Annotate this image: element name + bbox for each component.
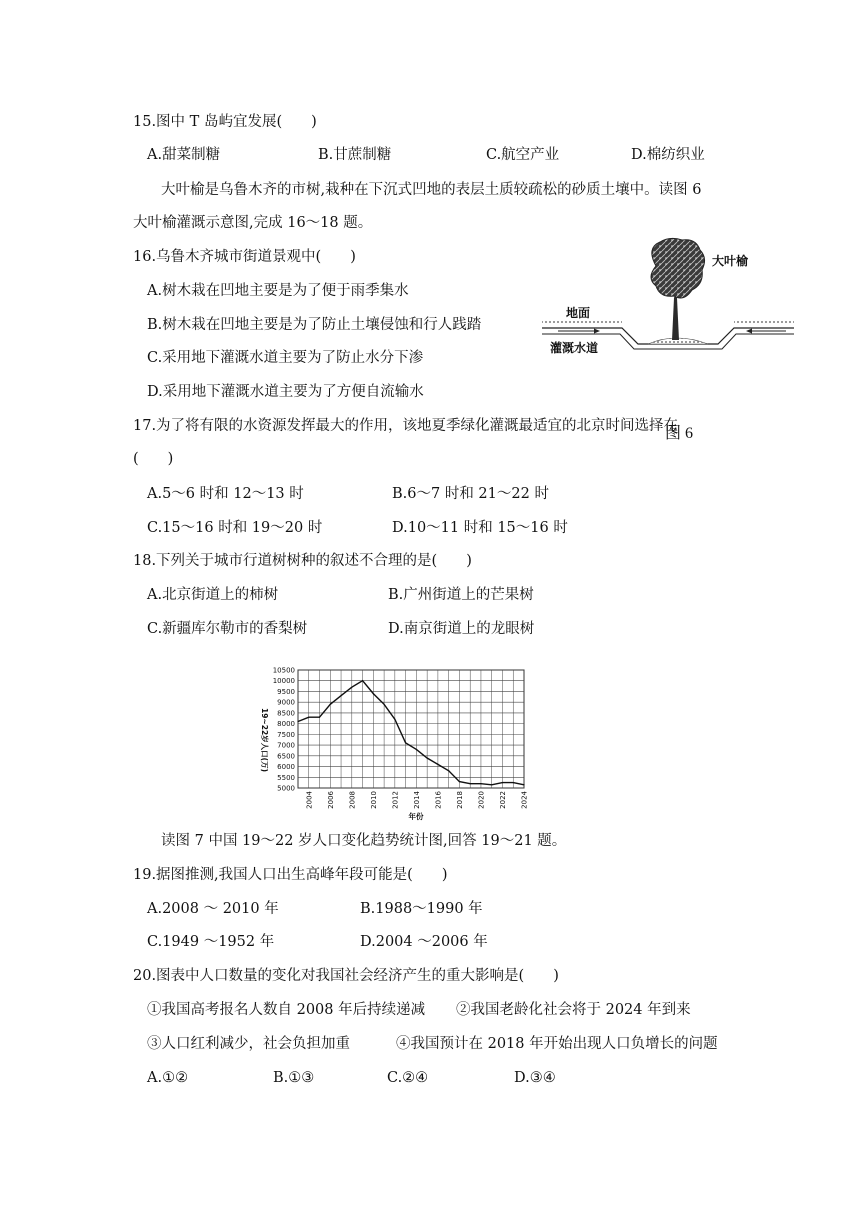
q16-option-b: B.树木栽在凹地主要是为了防止土壤侵蚀和行人践踏 (147, 317, 482, 333)
chart-y-tick-label: 9500 (277, 687, 295, 696)
chart-y-tick-label: 10500 (272, 666, 295, 675)
q20-stem: 20.图表中人口数量的变化对我国社会经济产生的重大影响是( ) (133, 968, 559, 984)
q20-statement-1: ①我国高考报名人数自 2008 年后持续递减 (147, 1002, 426, 1018)
q18-option-b: B.广州街道上的芒果树 (388, 587, 534, 603)
q19-option-c: C.1949 ～1952 年 (147, 934, 275, 950)
chart-x-tick-label: 2008 (348, 791, 357, 809)
flow-arrow-left-head (594, 329, 600, 334)
q15-option-b: B.甘蔗制糖 (318, 147, 392, 163)
q18-option-a: A.北京街道上的柿树 (147, 587, 279, 603)
chart-y-tick-label: 6000 (277, 763, 295, 772)
chart-y-tick-label: 9000 (277, 698, 295, 707)
chart-x-tick-label: 2004 (305, 791, 314, 809)
chart-data-point (383, 704, 384, 705)
chart-y-tick-label: 7000 (277, 741, 295, 750)
figure-6-caption: 图 6 (665, 425, 694, 442)
q16-option-a: A.树木栽在凹地主要是为了便于雨季集水 (147, 283, 409, 299)
ground-surface-left (542, 320, 622, 325)
q15-option-d: D.棉纺织业 (631, 147, 705, 163)
chart-data-point (351, 687, 352, 688)
q20-option-c: C.②④ (387, 1070, 429, 1086)
q17-stem: 17.为了将有限的水资源发挥最大的作用，该地夏季绿化灌溉最适宜的北京时间选择在 (133, 418, 679, 434)
chart-data-point (394, 719, 395, 720)
chart-x-tick-label: 2006 (326, 791, 335, 809)
chart-x-axis-label: 年份 (408, 812, 424, 821)
label-tree: 大叶榆 (712, 254, 749, 268)
q20-statement-3: ③人口红利减少，社会负担加重 (147, 1036, 350, 1052)
chart-data-point (340, 695, 341, 696)
intro-16-18-line2: 大叶榆灌溉示意图,完成 16～18 题。 (133, 215, 373, 231)
chart-y-tick-label: 5000 (277, 784, 295, 793)
q17-option-a: A.5～6 时和 12～13 时 (147, 486, 304, 502)
q18-option-c: C.新疆库尔勒市的香梨树 (147, 621, 308, 637)
chart-x-tick-label: 2014 (412, 791, 421, 809)
flow-arrow-right-head (746, 329, 752, 334)
chart-x-tick-label: 2020 (477, 791, 486, 809)
chart-y-tick-label: 5500 (277, 773, 295, 782)
chart-data-point (416, 749, 417, 750)
q15-option-a: A.甜菜制糖 (147, 147, 221, 163)
q16-option-d: D.采用地下灌溉水道主要为了方便自流输水 (147, 384, 424, 400)
q18-stem: 18.下列关于城市行道树树种的叙述不合理的是( ) (133, 553, 472, 569)
label-irrigation-channel: 灌溉水道 (550, 341, 599, 355)
q16-stem: 16.乌鲁木齐城市街道景观中( ) (133, 249, 356, 265)
intro-16-18-line1: 大叶榆是乌鲁木齐的市树,栽种在下沉式凹地的表层土质较疏松的砂质土壤中。读图 6 (161, 182, 702, 198)
label-ground: 地面 (566, 306, 591, 320)
chart-data-point (470, 783, 471, 784)
chart-y-tick-label: 8500 (277, 709, 295, 718)
chart-data-point (297, 721, 298, 722)
q17-paren: ( ) (133, 451, 174, 467)
chart-y-tick-label: 10000 (272, 677, 295, 686)
chart-data-point (523, 784, 524, 785)
q15-stem: 15.图中 T 岛屿宜发展( ) (133, 114, 317, 130)
intro-19-21: 读图 7 中国 19～22 岁人口变化趋势统计图,回答 19～21 题。 (161, 833, 567, 849)
q19-option-a: A.2008 ～ 2010 年 (147, 901, 279, 917)
q17-option-c: C.15～16 时和 19～20 时 (147, 520, 323, 536)
chart-data-point (330, 704, 331, 705)
ground-surface-right (734, 320, 794, 325)
q20-option-b: B.①③ (273, 1070, 315, 1086)
tree-trunk (672, 296, 679, 340)
chart-data-point (437, 764, 438, 765)
chart-data-point (502, 782, 503, 783)
chart-x-tick-label: 2022 (498, 791, 507, 809)
q19-stem: 19.据图推测,我国人口出生高峰年段可能是( ) (133, 867, 448, 883)
chart-x-tick-label: 2018 (455, 791, 464, 809)
q20-statement-2: ②我国老龄化社会将于 2024 年到来 (456, 1002, 691, 1018)
chart-y-tick-label: 8000 (277, 720, 295, 729)
chart-data-point (427, 757, 428, 758)
q19-option-d: D.2004 ～2006 年 (360, 934, 488, 950)
chart-y-axis-label: 19~22岁人口(万) (260, 707, 269, 773)
chart-x-tick-label: 2016 (434, 791, 443, 809)
chart-plot-frame (298, 670, 524, 788)
q17-option-b: B.6～7 时和 21～22 时 (392, 486, 549, 502)
q19-option-b: B.1988～1990 年 (360, 901, 483, 917)
chart-series-line (298, 681, 524, 785)
q16-option-c: C.采用地下灌溉水道主要为了防止水分下渗 (147, 350, 424, 366)
chart-data-point (319, 717, 320, 718)
chart-data-point (448, 770, 449, 771)
q20-option-a: A.①② (147, 1070, 189, 1086)
q20-statement-4: ④我国预计在 2018 年开始出现人口负增长的问题 (396, 1036, 718, 1052)
chart-x-tick-label: 2024 (520, 791, 529, 809)
q17-option-d: D.10～11 时和 15～16 时 (392, 520, 568, 536)
chart-data-point (513, 782, 514, 783)
chart-x-tick-label: 2010 (369, 791, 378, 809)
chart-y-tick-label: 7500 (277, 730, 295, 739)
q18-option-d: D.南京街道上的龙眼树 (388, 621, 535, 637)
chart-data-point (459, 781, 460, 782)
chart-data-point (308, 717, 309, 718)
chart-data-point (373, 693, 374, 694)
chart-x-tick-label: 2012 (391, 791, 400, 809)
chart-data-point (362, 680, 363, 681)
figure-7-population-chart (252, 662, 537, 824)
q15-option-c: C.航空产业 (486, 147, 560, 163)
chart-y-tick-label: 6500 (277, 752, 295, 761)
chart-data-point (491, 784, 492, 785)
figure-6-irrigation-diagram (536, 236, 798, 358)
chart-data-point (480, 783, 481, 784)
tree-canopy (651, 238, 705, 298)
chart-data-point (405, 742, 406, 743)
q20-option-d: D.③④ (514, 1070, 556, 1086)
